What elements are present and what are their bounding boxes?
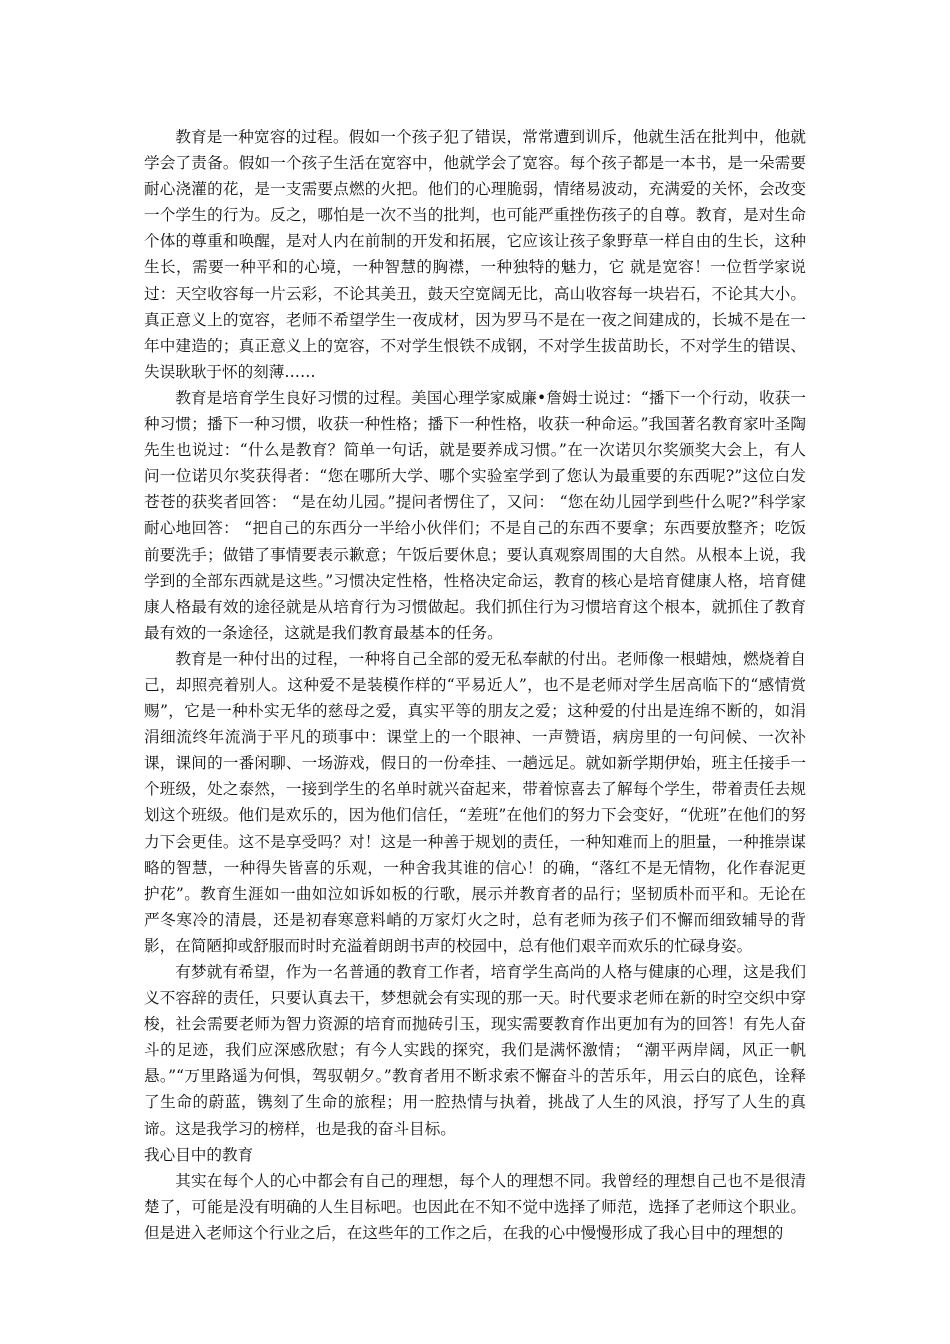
document-body (144, 124, 806, 1246)
section-heading: 我心目中的教育 (144, 1145, 254, 1164)
paragraph-habits: 教育是培育学生良好习惯的过程。美国心理学家威廉•詹姆士说过：“播下一个行动，收获一种习惯；播下一种习惯，收获一种性格；播下一种性格，收获一种命运。”我国著名教育家叶圣陶先生也说过：“什么是教育？简单一句话，就是要养成习惯。”在一次诺贝尔奖颁奖大会上，有人问一位诺贝尔奖获得者：“您在哪所大学、哪个实验室学到了您认为最重要的东西呢?”这位白发苍苍的获奖者回答： “是在幼儿园。”提问者愣住了，又问： “您在幼儿园学到些什么呢?”科学家耐心地回答： “把自己的东西分一半给小伙伴们；不是自己的东西不要拿；东西要放整齐；吃饭前要洗手；做错了事情要表示歉意；午饭后要休息；要认真观察周围的大自然。从根本上说，我学到的全部东西就是这些。”习惯决定性格，性格决定命运，教育的核心是培育健康人格，培育健康人格最有效的途径就是从培育行为习惯做起。我们抓住行为习惯培育这个根本，就抓住了教育最有效的一条途径，这就是我们教育最基本的任务。 (144, 388, 806, 642)
paragraph-ideal: 其实在每个人的心中都会有自己的理想，每个人的理想不同。我曾经的理想自己也不是很清楚了，可能是没有明确的人生目标吧。也因此在不知不觉中选择了师范，选择了老师这个职业。但是进入老师这个行业之后，在这些年的工作之后，在我的心中慢慢形成了我心目中的理想的 (144, 1171, 806, 1242)
paragraph-devotion: 教育是一种付出的过程，一种将自己全部的爱无私奉献的付出。老师像一根蜡烛，燃烧着自己，却照亮着别人。这种爱不是装模作样的“平易近人”，也不是老师对学生居高临下的“感情赏赐”，它是一种朴实无华的慈母之爱，真实平等的朋友之爱；这种爱的付出是连绵不断的，如涓涓细流终年流淌于平凡的琐事中：课堂上的一个眼神、一声赞语，病房里的一句问候、一次补课，课间的一番闲聊、一场游戏，假日的一份牵挂、一趟远足。就如新学期伊始，班主任接手一个班级，处之泰然，一接到学生的名单时就兴奋起来，带着惊喜去了解每个学生，带着责任去规划这个班级。他们是欢乐的，因为他们信任，“差班”在他们的努力下会变好，“优班”在他们的努力下会更佳。这不是享受吗？对！这是一种善于规划的责任，一种知难而上的胆量，一种推崇谋略的智慧，一种得失皆喜的乐观，一种舍我其谁的信心！的确，“落红不是无情物，化作春泥更护花”。教育生涯如一曲如泣如诉如板的行歌，展示并教育者的品行；坚韧质朴而平和。无论在严冬寒冷的清晨，还是初春寒意料峭的万家灯火之时，总有老师为孩子们不懈而细致辅导的背影，在简陋抑或舒服而时时充溢着朗朗书声的校园中，总有他们艰辛而欢乐的忙碌身姿。 (144, 649, 806, 955)
paragraph-dream: 有梦就有希望，作为一名普通的教育工作者，培育学生高尚的人格与健康的心理，这是我们义不容辞的责任，只要认真去干，梦想就会有实现的那一天。时代要求老师在新的时空交织中穿梭，社会需要老师为智力资源的培育而抛砖引玉，现实需要教育作出更加有为的回答！有先人奋斗的足迹，我们应深感欣慰；有今人实践的探究，我们是满怀激情； “潮平两岸阔，风正一帆悬。”“万里路遥为何惧，驾驭朝夕。”教育者用不断求索不懈奋斗的苦乐年，用云白的底色，诠释了生命的蔚蓝，镌刻了生命的旅程；用一腔热情与执着，挑战了人生的风浪，抒写了人生的真谛。这是我学习的榜样，也是我的奋斗目标。 (144, 963, 806, 1138)
paragraph-tolerance: 教育是一种宽容的过程。假如一个孩子犯了错误，常常遭到训斥，他就生活在批判中，他就学会了责备。假如一个孩子生活在宽容中，他就学会了宽容。每个孩子都是一本书，是一朵需要耐心浇灌的花，是一支需要点燃的火把。他们的心理脆弱，情绪易波动，充满爱的关怀，会改变一个学生的行为。反之，哪怕是一次不当的批判，也可能严重挫伤孩子的自尊。教育，是对生命个体的尊重和唤醒，是对人内在前制的开发和拓展，它应该让孩子象野草一样自由的生长，这种生长，需要一种平和的心境，一种智慧的胸襟，一种独特的魅力，它 就是宽容！一位哲学家说过：天空收容每一片云彩，不论其美丑，鼓天空宽阔无比，高山收容每一块岩石，不论其大小。真正意义上的宽容，老师不希望学生一夜成材，因为罗马不是在一夜之间建成的，长城不是在一年中建造的；真正意义上的宽容，不对学生恨铁不成钢，不对学生拔苗助长，不对学生的错误、失误耿耿于怀的刻薄…… (144, 128, 806, 381)
